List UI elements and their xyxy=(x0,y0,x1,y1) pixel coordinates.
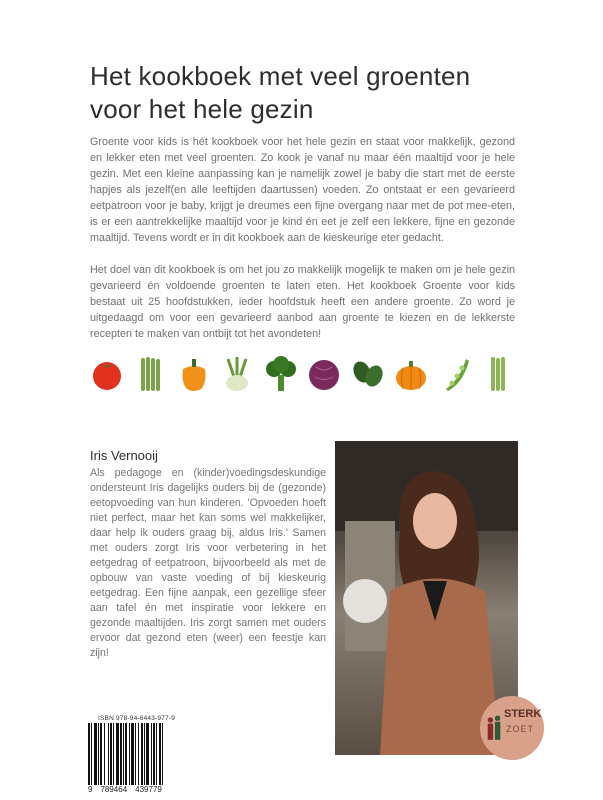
goal-paragraph: Het doel van dit kookboek is om het jou zo makkelijk mogelijk te maken om je hele gezin gevarieerd én voldoende groenten te laten eten. Het kookboek Groente voor kids bestaat uit 25 hoofdstukken, ieder hoofdstuk heeft een andere groente. Zo word je uitgedaagd om voor een gevarieerd aanbod aan groente te kiezen en de lekkerste recepten te maken van ontbijt tot het avondeten! xyxy=(90,264,515,340)
asparagus-icon xyxy=(133,355,167,393)
publisher-logo xyxy=(480,696,544,760)
barcode-digits xyxy=(88,785,198,795)
bell-pepper-icon xyxy=(177,355,211,393)
barcode xyxy=(88,723,192,785)
pumpkin-icon xyxy=(394,355,428,393)
barcode-bar xyxy=(163,723,166,785)
broccoli-icon xyxy=(264,355,298,393)
asparagus-icon xyxy=(481,355,515,393)
logo-text-sterk: STERK xyxy=(504,708,542,720)
isbn-block xyxy=(88,714,198,795)
peas-icon xyxy=(438,355,472,393)
intro-section xyxy=(90,60,515,396)
author-name: Iris Vernooij xyxy=(90,448,158,463)
spinach-icon xyxy=(351,355,385,393)
fennel-icon xyxy=(220,355,254,393)
barcode-digits-right: 439779 xyxy=(135,785,162,794)
vegetable-row xyxy=(90,352,515,396)
barcode-digit-prefix: 9 xyxy=(88,785,93,794)
intro-paragraph: Groente voor kids is hét kookboek voor het hele gezin en staat voor makkelijk, gezond en lekker eten met veel groenten. Zo kook je vanaf nu maar één maaltijd voor je hele gezin. Met een kleine aanpassing kan je namelijk zowel je baby die start met de eerste hapjes als jezelf(en alle leeftijden daartussen) voeden. Zo ontstaat er een gevarieerd eetpatroon voor je baby, krijgt je dreumes een fijne overgang naar met de pot mee-eten, is er een aantrekkelijke maaltijd voor je kind én eet je zelf een lekkere, fijne en gezonde maaltijd. Tevens wordt er in dit kookboek aan de kieskeurige eter gedacht. xyxy=(90,136,515,244)
isbn-label: ISBN 978-94-6443-977-9 xyxy=(98,715,176,722)
logo-text-zoet: ZOET xyxy=(506,724,534,734)
author-bio: Als pedagoge en (kinder)voedingsdeskundige ondersteunt Iris dagelijks ouders bij de (gezonde) eetopvoeding van hun kinderen. 'Opvoeden hoeft niet perfect, maar het kan soms wel makkelijker, daar help ik ouders graag bij, aldus Iris.' Samen met ouders zorgt Iris voor verbetering in het eetgedrag of eetpatroon, bijvoorbeeld als met de opbouw van vaste voeding of bij kieskeurig eetgedrag. Een fijne aanpak, een gezellige sfeer aan tafel én met inspiratie voor lekkere en gezonde maaltijden. Iris zorgt samen met ouders ervoor dat gezond eten (weer) een feestje kan zijn! xyxy=(90,467,326,659)
red-cabbage-icon xyxy=(307,355,341,393)
author-section xyxy=(90,447,326,795)
family-figure-icon xyxy=(485,714,503,744)
tomato-icon xyxy=(90,355,124,393)
barcode-digits-left: 789464 xyxy=(100,785,128,794)
page-title: Het kookboek met veel groenten voor het hele gezin xyxy=(90,61,471,124)
